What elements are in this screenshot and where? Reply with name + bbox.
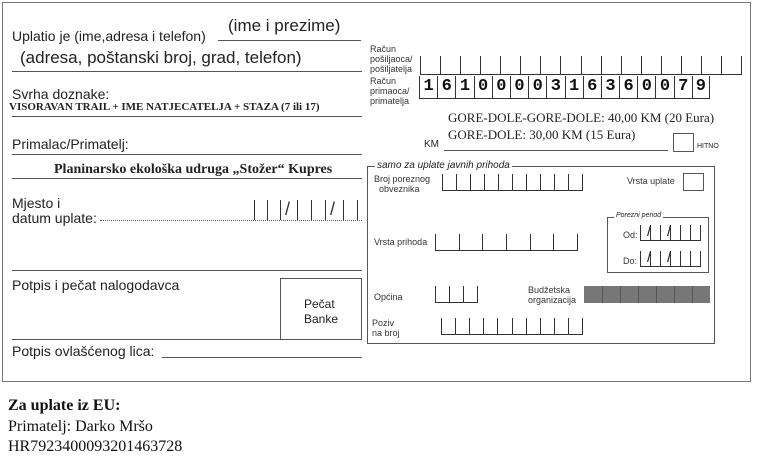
eu-heading: Za uplate iz EU: xyxy=(8,397,121,414)
place-label-2: datum uplate: xyxy=(12,210,97,226)
payer-address-line xyxy=(12,71,362,72)
field-tick xyxy=(582,174,583,191)
field-tick xyxy=(498,174,499,191)
budget-org-label-1: Budžetska xyxy=(528,285,571,295)
field-slash: / xyxy=(647,249,652,266)
field-tick xyxy=(680,251,681,267)
signature-orderer-line[interactable] xyxy=(12,339,280,340)
sender-account-label-1: Račun xyxy=(370,44,397,54)
field-tick xyxy=(640,225,641,241)
field-tick xyxy=(440,56,441,75)
field-tick xyxy=(530,234,531,251)
field-tick xyxy=(568,174,569,191)
public-revenue-title: samo za uplate javnih prihoda xyxy=(377,160,510,171)
field-tick xyxy=(621,56,622,75)
field-tick xyxy=(449,286,450,303)
field-tick xyxy=(497,318,498,335)
field-tick xyxy=(656,286,657,303)
field-tick xyxy=(568,318,569,335)
recipient-account-label-1: Račun xyxy=(370,76,397,86)
date-tick xyxy=(325,200,326,220)
recipient-line-bottom xyxy=(12,178,362,179)
tax-id-label-2: obveznika xyxy=(379,184,420,194)
tax-id-field[interactable] xyxy=(442,174,582,191)
payer-name-hint[interactable]: (ime i prezime) xyxy=(228,16,341,35)
divider-1 xyxy=(12,270,362,271)
period-to-field[interactable] xyxy=(640,251,700,267)
field-tick xyxy=(483,318,484,335)
amount-line xyxy=(444,150,668,151)
field-tick xyxy=(441,318,442,335)
field-slash: / xyxy=(667,249,672,266)
field-tick xyxy=(540,318,541,335)
date-tick xyxy=(280,200,281,220)
account-digit: 0 xyxy=(492,76,510,98)
field-tick xyxy=(512,318,513,335)
account-digit: 3 xyxy=(601,76,619,98)
account-digit: 1 xyxy=(565,76,583,98)
tax-id-label-1: Broj poreznog xyxy=(374,174,431,184)
field-tick xyxy=(520,56,521,75)
field-tick xyxy=(482,234,483,251)
urgent-checkbox[interactable] xyxy=(673,133,694,152)
purpose-value[interactable]: VISORAVAN TRAIL + IME NATJECATELJA + STAZA (7 ili 17) xyxy=(9,101,320,113)
field-tick xyxy=(661,56,662,75)
recipient-value[interactable]: Planinarsko ekološka udruga „Stožer“ Kupres xyxy=(54,162,333,177)
purpose-line xyxy=(12,116,362,117)
date-tick xyxy=(267,200,268,220)
revenue-type-label: Vrsta prihoda xyxy=(374,237,428,247)
field-tick xyxy=(681,56,682,75)
recipient-label: Primalac/Primatelj: xyxy=(12,136,129,152)
field-tick xyxy=(477,286,478,303)
field-tick xyxy=(526,174,527,191)
recipient-account-digits[interactable] xyxy=(419,76,710,99)
field-tick xyxy=(540,56,541,75)
payer-address-hint[interactable]: (adresa, poštanski broj, grad, telefon) xyxy=(20,48,302,67)
date-tick xyxy=(311,200,312,220)
municipality-field[interactable] xyxy=(435,286,477,303)
account-digit: 0 xyxy=(474,76,492,98)
field-tick xyxy=(581,56,582,75)
field-tick xyxy=(577,234,578,251)
field-tick xyxy=(560,56,561,75)
payer-name-line xyxy=(218,40,361,41)
field-tick xyxy=(680,225,681,241)
field-tick xyxy=(455,318,456,335)
field-tick xyxy=(641,56,642,75)
budget-org-label-2: organizacija xyxy=(528,295,577,305)
account-digit: 7 xyxy=(674,76,692,98)
account-digit: 0 xyxy=(528,76,546,98)
field-tick xyxy=(741,56,742,75)
field-tick xyxy=(484,174,485,191)
field-tick xyxy=(500,56,501,75)
account-digit: 9 xyxy=(692,76,710,98)
field-tick xyxy=(512,174,513,191)
account-digit: 6 xyxy=(583,76,601,98)
payer-label: Uplatio je (ime,adresa i telefon) xyxy=(12,28,206,44)
date-slash: / xyxy=(285,199,291,219)
budget-org-field xyxy=(584,286,710,303)
date-slash: / xyxy=(330,199,336,219)
date-tick xyxy=(357,200,358,220)
reference-field[interactable] xyxy=(441,318,582,335)
field-tick xyxy=(554,318,555,335)
field-tick xyxy=(640,251,641,267)
account-digit: 0 xyxy=(637,76,655,98)
field-tick xyxy=(540,174,541,191)
account-digit: 6 xyxy=(437,76,455,98)
account-digit: 1 xyxy=(455,76,473,98)
bank-stamp-line1: Pečat xyxy=(304,297,335,311)
date-tick xyxy=(254,200,255,220)
recipient-account-label-3: primatelja xyxy=(370,96,410,106)
place-line[interactable] xyxy=(100,220,362,221)
field-tick xyxy=(660,225,661,241)
municipality-label: Općina xyxy=(374,292,403,302)
date-tick xyxy=(297,200,298,220)
urgent-label: HITNO xyxy=(697,143,719,150)
field-tick xyxy=(442,174,443,191)
field-tick xyxy=(435,234,436,251)
field-tick xyxy=(459,234,460,251)
field-tick xyxy=(553,234,554,251)
period-from-field[interactable] xyxy=(640,225,700,241)
recipient-account-label-2: primaoca/ xyxy=(370,86,410,96)
field-tick xyxy=(554,174,555,191)
bank-stamp-line2: Banke xyxy=(304,312,339,326)
eu-iban: HR7923400093201463728 xyxy=(8,438,183,455)
account-digit: 3 xyxy=(546,76,564,98)
payment-type-label: Vrsta uplate xyxy=(627,176,675,186)
field-tick xyxy=(582,318,583,335)
recipient-line-top xyxy=(12,154,362,155)
field-tick xyxy=(700,251,701,267)
field-tick xyxy=(620,286,621,303)
field-tick xyxy=(463,286,464,303)
field-tick xyxy=(506,234,507,251)
amount-line2[interactable]: GORE-DOLE: 30,00 KM (15 Eura) xyxy=(448,127,636,142)
field-tick xyxy=(701,56,702,75)
purpose-label: Svrha doznake: xyxy=(12,86,110,102)
field-tick xyxy=(435,286,436,303)
field-tick xyxy=(674,286,675,303)
field-tick xyxy=(469,318,470,335)
reference-label-1: Poziv xyxy=(372,318,395,328)
field-slash: / xyxy=(667,223,672,240)
payment-type-field[interactable] xyxy=(683,173,704,191)
period-to-label: Do: xyxy=(623,256,638,266)
sender-account-label-2: pošiljaoca/ xyxy=(370,54,413,64)
field-tick xyxy=(692,286,693,303)
tax-period-title: Porezni period xyxy=(616,212,662,219)
account-digit: 1 xyxy=(419,76,437,98)
field-tick xyxy=(700,225,701,241)
signature-authorized-line[interactable] xyxy=(162,357,362,358)
field-tick xyxy=(526,318,527,335)
account-digit: 0 xyxy=(510,76,528,98)
signature-orderer-label: Potpis i pečat nalogodavca xyxy=(12,277,180,293)
field-tick xyxy=(690,225,691,241)
revenue-type-field[interactable] xyxy=(435,234,577,251)
period-from-label: Od: xyxy=(623,230,638,240)
reference-label-2: na broj xyxy=(372,328,400,338)
account-digit: 0 xyxy=(655,76,673,98)
field-tick xyxy=(721,56,722,75)
field-tick xyxy=(602,286,603,303)
field-tick xyxy=(480,56,481,75)
date-tick xyxy=(343,200,344,220)
sender-account-field[interactable] xyxy=(420,56,741,75)
field-tick xyxy=(638,286,639,303)
amount-line1[interactable]: GORE-DOLE-GORE-DOLE: 40,00 KM (20 Eura) xyxy=(448,110,715,125)
field-tick xyxy=(460,56,461,75)
field-tick xyxy=(660,251,661,267)
place-label-1: Mjesto i xyxy=(12,195,61,211)
field-tick xyxy=(420,56,421,75)
field-slash: / xyxy=(647,223,652,240)
account-digit: 6 xyxy=(619,76,637,98)
sender-account-label-3: pošiljatelja xyxy=(370,64,413,74)
signature-authorized-label: Potpis ovlašćenog lica: xyxy=(12,343,155,359)
eu-recipient: Primatelj: Darko Mršo xyxy=(8,418,153,435)
field-tick xyxy=(456,174,457,191)
field-tick xyxy=(690,251,691,267)
currency-label: KM xyxy=(424,139,439,150)
field-tick xyxy=(601,56,602,75)
field-tick xyxy=(470,174,471,191)
